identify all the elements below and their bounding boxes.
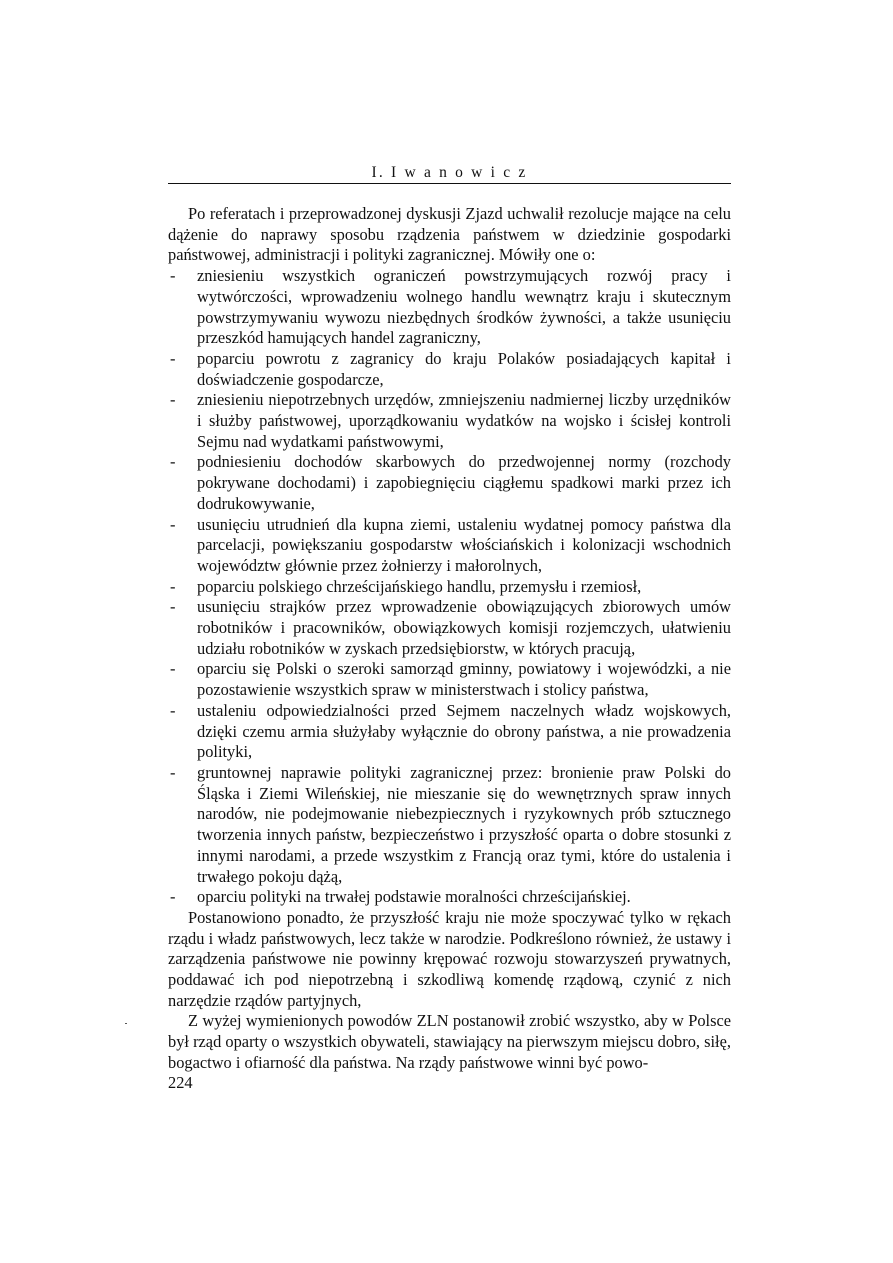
- list-dash: -: [170, 390, 176, 410]
- list-dash: -: [170, 514, 176, 534]
- list-dash: -: [170, 700, 176, 720]
- list-item: - ustaleniu odpowiedzialności przed Sejmem naczelnych władz wojskowych, dzięki czemu armia służyłaby wyłącznie do obrony państwa, a nie prowadzenia polityki,: [170, 700, 731, 762]
- list-dash: -: [170, 348, 176, 368]
- list-dash: -: [170, 659, 176, 679]
- paragraph-2: Postanowiono ponadto, że przyszłość kraju nie może spoczywać tylko w rękach rządu i władz państwowych, lecz także w narodzie. Podkreślono również, że ustawy i zarządzenia państwowe nie powinny krępować rozwoju stowarzyszeń prywatnych, poddawać ich pod niepotrzebną i szkodliwą komendę rządową, czynić z nich narzędzie rządów partyjnych,: [168, 907, 731, 1010]
- list-item: - poparciu polskiego chrześcijańskiego handlu, przemysłu i rzemiosł,: [170, 576, 642, 596]
- list-dash: -: [170, 887, 176, 907]
- list-item: - usunięciu strajków przez wprowadzenie obowiązujących zbiorowych umów robotników i pracowników, obowiązkowych komisji rozjemczych, ułatwieniu udziału robotników w zyskach przedsiębiorstw, w których pracują,: [170, 597, 731, 658]
- intro-paragraph: Po referatach i przeprowadzonej dyskusji Zjazd uchwalił rezolucje mające na celu dążenie do naprawy sposobu rządzenia państwem w dziedzinie gospodarki państwowej, administracji i polityki zagranicznej. Mówiły one o:: [168, 204, 731, 265]
- list-item: - gruntownej naprawie polityki zagranicznej przez: bronienie praw Polski do Śląska i Ziemi Wileńskiej, nie mieszanie się do wewnętrznych spraw innych narodów, nie podejmowanie niebezpiecznych i ryzykownych prób sztucznego tworzenia innych państw, bezpieczeństwo i przyszłość oparta o dobre stosunki z innymi narodami, a przede wszystkim z Francją oraz tymi, które do ustalenia i trwałego pokoju dążą,: [170, 762, 731, 886]
- list-dash: -: [170, 452, 176, 472]
- list-dash: -: [170, 597, 176, 617]
- list-item: - oparciu się Polski o szeroki samorząd gminny, powiatowy i wojewódzki, a nie pozostawienie wszystkich spraw w ministerstwach i stolicy państwa,: [170, 659, 731, 700]
- list-item: - oparciu polityki na trwałej podstawie moralności chrześcijańskiej.: [170, 887, 631, 907]
- list-dash: -: [170, 762, 176, 782]
- paragraph-3: Z wyżej wymienionych powodów ZLN postanowił zrobić wszystko, aby w Polsce był rząd oparty o wszystkich obywateli, stawiający na pierwszym miejscu dobro, siłę, bogactwo i ofiarność dla państwa. Na rządy państwowe winni być powo-: [168, 1011, 731, 1072]
- list-item: - usunięciu utrudnień dla kupna ziemi, ustaleniu wydatnej pomocy państwa dla parcelacji, powiększaniu gospodarstw włościańskich i kolonizacji wschodnich województw głównie przez żołnierzy i małorolnych,: [170, 514, 731, 575]
- page-number: 224: [168, 1073, 193, 1092]
- running-head: I. I w a n o w i c z: [168, 164, 731, 184]
- list-dash: -: [170, 576, 176, 596]
- list-item: - poparciu powrotu z zagranicy do kraju Polaków posiadających kapitał i doświadczenie gospodarcze,: [170, 348, 731, 389]
- list-item: - podniesieniu dochodów skarbowych do przedwojennej normy (rozchody pokrywane dochodami) i zapobiegnięciu ciągłemu spadkowi marki przez ich dodrukowywanie,: [170, 452, 731, 513]
- list-dash: -: [170, 266, 176, 286]
- scan-speck: [125, 1023, 127, 1024]
- list-item: - zniesieniu niepotrzebnych urzędów, zmniejszeniu nadmiernej liczby urzędników i służby państwowej, uporządkowaniu wydatków na wojsko i ścisłej kontroli Sejmu nad wydatkami państwowymi,: [170, 390, 731, 451]
- list-item: - zniesieniu wszystkich ograniczeń powstrzymujących rozwój pracy i wytwórczości, wprowadzeniu wolnego handlu wewnątrz kraju i skutecznym powstrzymywaniu wywozu niezbędnych środków żywności, a także usunięciu przeszkód hamujących handel zagraniczny,: [170, 266, 731, 348]
- body-text: [168, 204, 731, 1074]
- page-content: [168, 164, 731, 1074]
- resolution-list: [168, 266, 731, 908]
